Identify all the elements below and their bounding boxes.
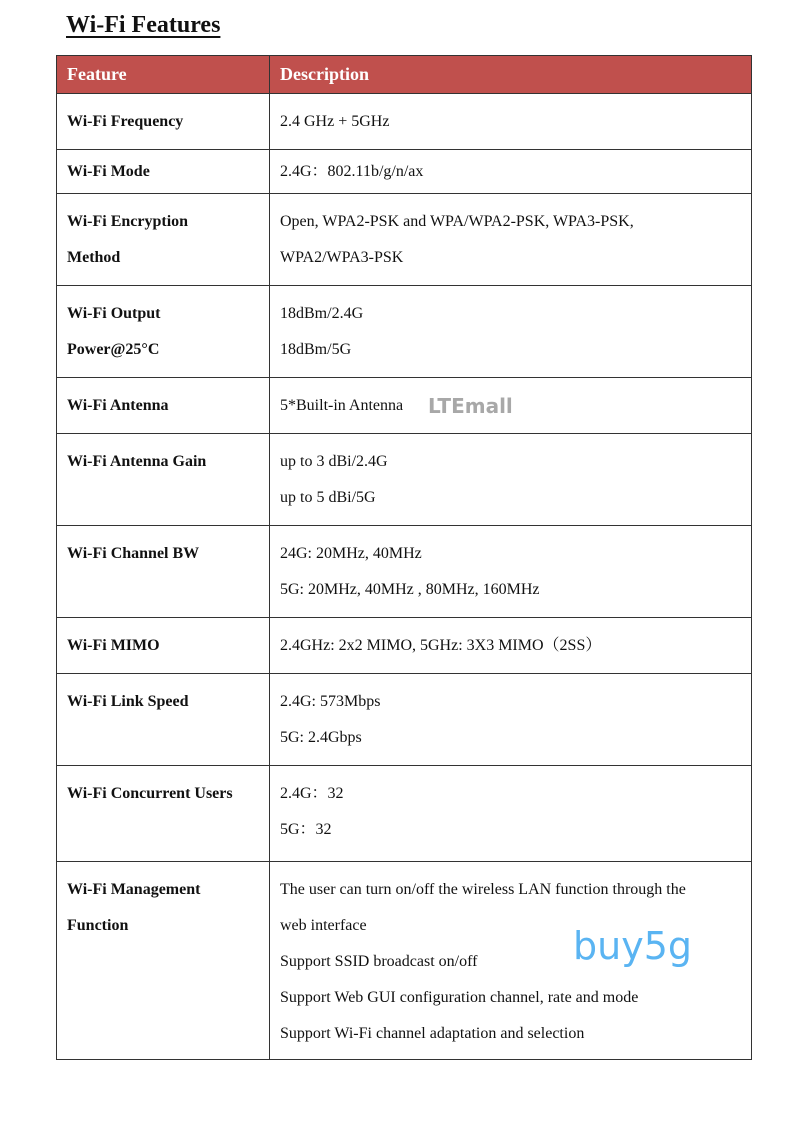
table-row bbox=[57, 194, 752, 286]
description-text: 5*Built-in Antenna bbox=[280, 396, 404, 414]
feature-cell bbox=[57, 286, 270, 378]
description-text: Open, WPA2-PSK and WPA/WPA2-PSK, WPA3-PSK, bbox=[280, 213, 634, 230]
feature-text: Wi-Fi Antenna bbox=[67, 396, 169, 414]
feature-cell bbox=[57, 94, 270, 150]
description-text: 5G：32 bbox=[280, 821, 332, 838]
feature-text: Wi-Fi Mode bbox=[67, 163, 150, 180]
description-cell bbox=[270, 194, 752, 286]
feature-cell bbox=[57, 194, 270, 286]
description-cell bbox=[270, 526, 752, 618]
feature-text: Function bbox=[67, 917, 129, 934]
description-text: 24G: 20MHz, 40MHz bbox=[280, 545, 422, 562]
table-row bbox=[57, 618, 752, 674]
feature-cell bbox=[57, 674, 270, 766]
description-cell bbox=[270, 434, 752, 526]
description-text: 2.4 GHz + 5GHz bbox=[280, 112, 390, 130]
feature-text: Wi-Fi Concurrent Users bbox=[67, 785, 233, 802]
table-row bbox=[57, 378, 752, 434]
description-cell bbox=[270, 674, 752, 766]
column-header-feature: Feature bbox=[57, 56, 270, 94]
description-text: Support Web GUI configuration channel, rate and mode bbox=[280, 989, 639, 1006]
table-row bbox=[57, 674, 752, 766]
description-text: 5G: 2.4Gbps bbox=[280, 729, 362, 746]
feature-text: Wi-Fi Encryption bbox=[67, 213, 189, 230]
description-cell bbox=[270, 150, 752, 194]
description-text: WPA2/WPA3-PSK bbox=[280, 249, 404, 266]
feature-cell bbox=[57, 378, 270, 434]
feature-text: Wi-Fi Link Speed bbox=[67, 693, 189, 710]
column-header-description: Description bbox=[270, 56, 752, 94]
feature-cell bbox=[57, 434, 270, 526]
table-row bbox=[57, 434, 752, 526]
feature-cell bbox=[57, 150, 270, 194]
description-text: up to 3 dBi/2.4G bbox=[280, 453, 388, 470]
feature-cell bbox=[57, 862, 270, 1060]
description-text: Support SSID broadcast on/off bbox=[280, 953, 478, 970]
feature-cell bbox=[57, 618, 270, 674]
description-text: 18dBm/2.4G bbox=[280, 305, 364, 322]
feature-text: Wi-Fi MIMO bbox=[67, 636, 160, 654]
feature-text: Wi-Fi Antenna Gain bbox=[67, 453, 207, 470]
feature-cell bbox=[57, 766, 270, 862]
lte-watermark: LTEmall bbox=[428, 394, 513, 418]
feature-text: Wi-Fi Output bbox=[67, 305, 161, 322]
description-text: web interface bbox=[280, 917, 367, 934]
table-row bbox=[57, 766, 752, 862]
buy5g-watermark: buy5g bbox=[573, 924, 692, 968]
table-row bbox=[57, 286, 752, 378]
page-title: Wi-Fi Features bbox=[66, 12, 221, 38]
description-cell bbox=[270, 286, 752, 378]
feature-text: Wi-Fi Channel BW bbox=[67, 545, 200, 562]
description-text: 2.4G：32 bbox=[280, 785, 344, 802]
description-cell bbox=[270, 618, 752, 674]
description-text: 5G: 20MHz, 40MHz , 80MHz, 160MHz bbox=[280, 581, 540, 598]
description-text: The user can turn on/off the wireless LAN function through the bbox=[280, 881, 686, 898]
table-row bbox=[57, 94, 752, 150]
description-text: 2.4G：802.11b/g/n/ax bbox=[280, 163, 424, 180]
description-text: 2.4G: 573Mbps bbox=[280, 693, 381, 710]
feature-text: Method bbox=[67, 249, 121, 266]
description-text: Support Wi-Fi channel adaptation and selection bbox=[280, 1025, 585, 1042]
description-text: 2.4GHz: 2x2 MIMO, 5GHz: 3X3 MIMO（2SS） bbox=[280, 636, 602, 654]
feature-text: Power@25°C bbox=[67, 341, 160, 358]
feature-text: Wi-Fi Management bbox=[67, 881, 201, 898]
table-header-row bbox=[57, 56, 752, 94]
description-text: 18dBm/5G bbox=[280, 341, 352, 358]
description-cell bbox=[270, 94, 752, 150]
table-row bbox=[57, 526, 752, 618]
description-text: up to 5 dBi/5G bbox=[280, 489, 376, 506]
table-row bbox=[57, 150, 752, 194]
wifi-features-table bbox=[56, 55, 752, 1060]
description-cell bbox=[270, 766, 752, 862]
feature-cell bbox=[57, 526, 270, 618]
feature-text: Wi-Fi Frequency bbox=[67, 112, 184, 130]
